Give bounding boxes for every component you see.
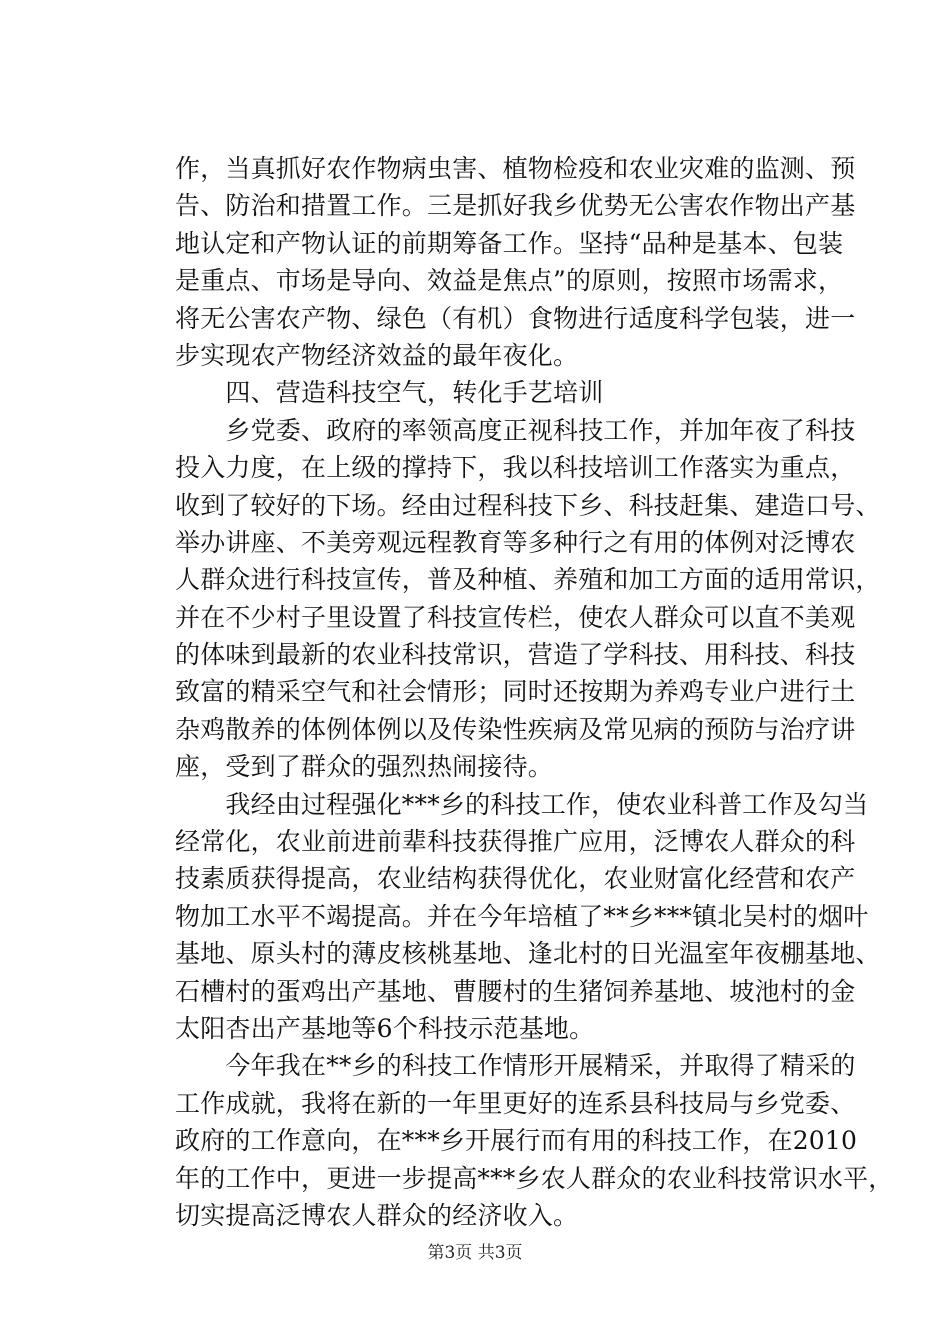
- text-line: 今年我在**乡的科技工作情形开展精采，并取得了精采的: [175, 1051, 856, 1081]
- text-line: 年的工作中，更进一步提高***乡农人群众的农业科技常识水平，: [175, 1163, 894, 1193]
- section-heading: 四、营造科技空气，转化手艺培训: [175, 378, 604, 408]
- text-line: 步实现农产物经济效益的最年夜化。: [175, 340, 579, 370]
- text-line: 告、防治和措置工作。三是抓好我乡优势无公害农作物出产基: [175, 191, 856, 221]
- text-line: 杂鸡散养的体例体例以及传染性疾病及常见病的预防与治疗讲: [175, 714, 856, 744]
- text-line: 乡党委、政府的率领高度正视科技工作，并加年夜了科技: [175, 415, 856, 445]
- page-footer: 第3页 共3页: [427, 1243, 523, 1263]
- text-line: 的体味到最新的农业科技常识，营造了学科技、用科技、科技: [175, 640, 856, 670]
- text-line: 人群众进行科技宣传，普及种植、养殖和加工方面的适用常识，: [175, 565, 881, 595]
- text-line: 座，受到了群众的强烈热闹接待。: [175, 752, 554, 782]
- text-line: 作，当真抓好农作物病虫害、植物检疫和农业灾难的监测、预: [175, 154, 856, 183]
- document-body: [175, 150, 894, 1234]
- text-line: 太阳杏出产基地等6个科技示范基地。: [175, 1013, 595, 1043]
- text-line: 将无公害农产物、绿色（有机）食物进行适度科学包装，进一: [175, 303, 856, 333]
- text-line: 举办讲座、不美旁观远程教育等多种行之有用的体例对泛博农: [175, 527, 856, 557]
- text-line: 技素质获得提高，农业结构获得优化，农业财富化经营和农产: [175, 864, 856, 894]
- text-line: 经常化，农业前进前辈科技获得推广应用，泛博农人群众的科: [175, 827, 856, 857]
- text-line: 投入力度，在上级的撑持下，我以科技培训工作落实为重点，: [175, 453, 856, 483]
- text-line: 致富的精采空气和社会情形；同时还按期为养鸡专业户进行土: [175, 677, 856, 707]
- text-line: 基地、原头村的薄皮核桃基地、逢北村的日光温室年夜棚基地、: [175, 939, 881, 969]
- text-line: 地认定和产物认证的前期筹备工作。坚持“品种是基本、包装: [175, 228, 844, 258]
- text-line: 收到了较好的下场。经由过程科技下乡、科技赶集、建造口号、: [175, 490, 881, 520]
- text-line: 石槽村的蛋鸡出产基地、曹腰村的生猪饲养基地、坡池村的金: [175, 976, 856, 1006]
- text-line: 切实提高泛博农人群众的经济收入。: [175, 1200, 579, 1230]
- text-line: 并在不少村子里设置了科技宣传栏，使农人群众可以直不美观: [175, 602, 856, 632]
- text-line: 工作成就，我将在新的一年里更好的连系县科技局与乡党委、: [175, 1088, 856, 1118]
- text-line: 政府的工作意向，在***乡开展行而有用的科技工作，在2010: [175, 1126, 858, 1156]
- text-line: 我经由过程强化***乡的科技工作，使农业科普工作及勾当: [175, 789, 869, 819]
- text-line: 是重点、市场是导向、效益是焦点”的原则，按照市场需求，: [175, 266, 844, 296]
- text-line: 物加工水平不竭提高。并在今年培植了**乡***镇北吴村的烟叶: [175, 901, 869, 931]
